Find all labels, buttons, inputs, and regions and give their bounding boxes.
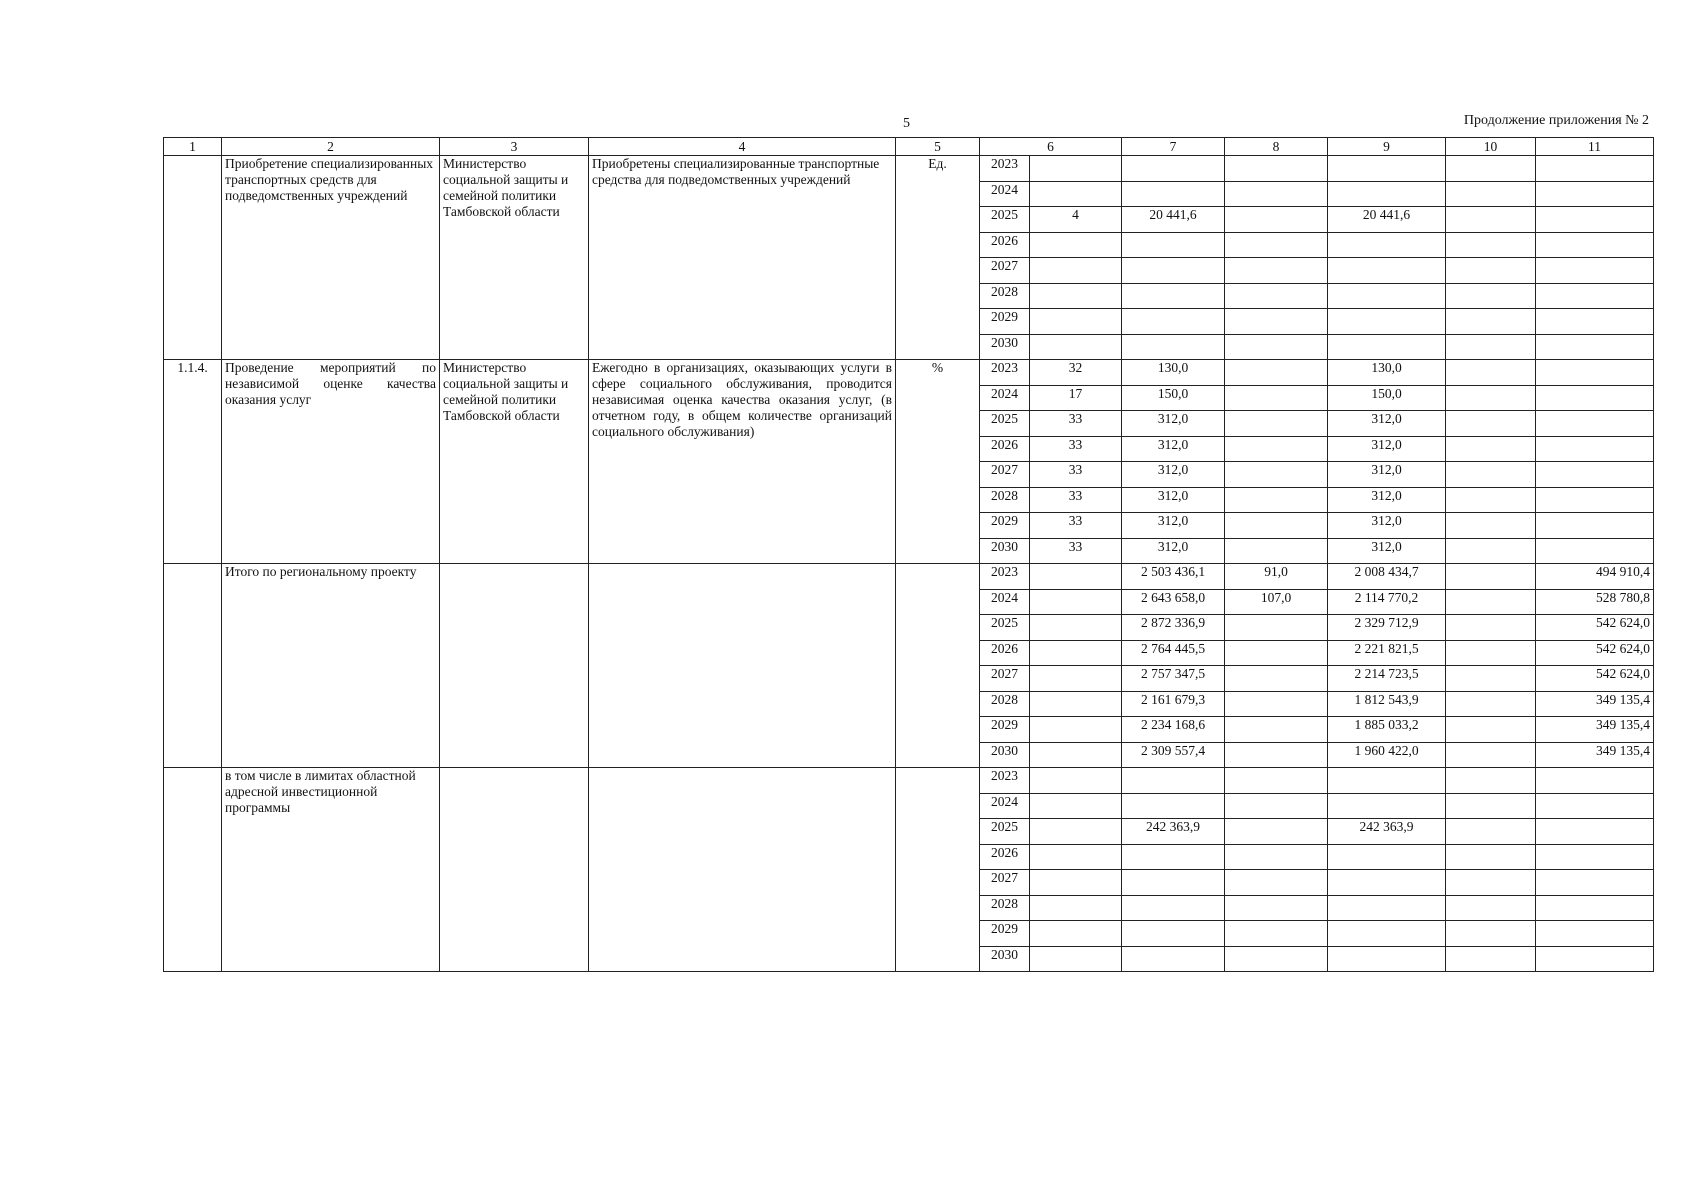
item-code-cell (164, 768, 222, 972)
other-amount-cell: 528 780,8 (1536, 589, 1654, 615)
year-cell: 2027 (980, 870, 1030, 896)
indicator-value-cell (1030, 589, 1122, 615)
other-amount-cell: 349 135,4 (1536, 717, 1654, 743)
year-cell: 2027 (980, 462, 1030, 488)
indicator-value-cell (1030, 819, 1122, 845)
regional-amount-cell: 312,0 (1328, 436, 1446, 462)
regional-amount-cell: 1 885 033,2 (1328, 717, 1446, 743)
indicator-value-cell (1030, 615, 1122, 641)
result-cell: Приобретены специализированные транспортные средства для подведомственных учреждений (589, 156, 896, 360)
indicator-value-cell (1030, 793, 1122, 819)
other-amount-cell (1536, 436, 1654, 462)
other-amount-cell (1536, 258, 1654, 284)
indicator-value-cell (1030, 921, 1122, 947)
year-cell: 2030 (980, 742, 1030, 768)
year-cell: 2026 (980, 640, 1030, 666)
regional-amount-cell (1328, 156, 1446, 182)
regional-amount-cell: 1 960 422,0 (1328, 742, 1446, 768)
federal-amount-cell (1225, 666, 1328, 692)
column-number-row (164, 138, 1654, 156)
other-amount-cell: 542 624,0 (1536, 640, 1654, 666)
table-row (164, 156, 1654, 182)
column-header: 3 (440, 138, 589, 156)
other-amount-cell (1536, 793, 1654, 819)
indicator-value-cell: 32 (1030, 360, 1122, 386)
regional-amount-cell: 312,0 (1328, 538, 1446, 564)
local-amount-cell (1446, 844, 1536, 870)
local-amount-cell (1446, 436, 1536, 462)
total-amount-cell: 2 643 658,0 (1122, 589, 1225, 615)
federal-amount-cell (1225, 717, 1328, 743)
other-amount-cell (1536, 411, 1654, 437)
column-header: 7 (1122, 138, 1225, 156)
indicator-value-cell (1030, 258, 1122, 284)
indicator-value-cell (1030, 232, 1122, 258)
other-amount-cell: 542 624,0 (1536, 666, 1654, 692)
total-amount-cell (1122, 156, 1225, 182)
local-amount-cell (1446, 385, 1536, 411)
indicator-value-cell: 17 (1030, 385, 1122, 411)
regional-amount-cell: 312,0 (1328, 411, 1446, 437)
other-amount-cell: 542 624,0 (1536, 615, 1654, 641)
item-code-cell (164, 564, 222, 768)
regional-amount-cell (1328, 232, 1446, 258)
total-amount-cell (1122, 309, 1225, 335)
column-header: 10 (1446, 138, 1536, 156)
appendix-table (163, 137, 1654, 972)
regional-amount-cell: 2 214 723,5 (1328, 666, 1446, 692)
local-amount-cell (1446, 742, 1536, 768)
federal-amount-cell (1225, 258, 1328, 284)
other-amount-cell (1536, 334, 1654, 360)
year-cell: 2030 (980, 538, 1030, 564)
local-amount-cell (1446, 589, 1536, 615)
federal-amount-cell (1225, 691, 1328, 717)
total-amount-cell (1122, 895, 1225, 921)
column-header: 2 (222, 138, 440, 156)
regional-amount-cell: 1 812 543,9 (1328, 691, 1446, 717)
regional-amount-cell (1328, 921, 1446, 947)
indicator-value-cell: 4 (1030, 207, 1122, 233)
total-amount-cell: 2 757 347,5 (1122, 666, 1225, 692)
total-amount-cell: 2 309 557,4 (1122, 742, 1225, 768)
indicator-value-cell: 33 (1030, 487, 1122, 513)
other-amount-cell (1536, 513, 1654, 539)
total-amount-cell: 2 764 445,5 (1122, 640, 1225, 666)
other-amount-cell (1536, 844, 1654, 870)
total-amount-cell (1122, 870, 1225, 896)
year-cell: 2027 (980, 666, 1030, 692)
item-name-cell: Итого по региональному проекту (222, 564, 440, 768)
local-amount-cell (1446, 360, 1536, 386)
local-amount-cell (1446, 411, 1536, 437)
local-amount-cell (1446, 946, 1536, 972)
local-amount-cell (1446, 564, 1536, 590)
regional-amount-cell (1328, 334, 1446, 360)
year-cell: 2025 (980, 411, 1030, 437)
federal-amount-cell (1225, 640, 1328, 666)
year-cell: 2024 (980, 385, 1030, 411)
total-amount-cell: 312,0 (1122, 436, 1225, 462)
regional-amount-cell (1328, 870, 1446, 896)
other-amount-cell (1536, 946, 1654, 972)
table-row (164, 768, 1654, 794)
indicator-value-cell (1030, 844, 1122, 870)
total-amount-cell: 312,0 (1122, 513, 1225, 539)
federal-amount-cell (1225, 921, 1328, 947)
federal-amount-cell (1225, 946, 1328, 972)
year-cell: 2025 (980, 615, 1030, 641)
federal-amount-cell (1225, 615, 1328, 641)
executor-cell (440, 564, 589, 768)
federal-amount-cell (1225, 309, 1328, 335)
column-header: 9 (1328, 138, 1446, 156)
indicator-value-cell (1030, 640, 1122, 666)
executor-cell: Министерство социальной защиты и семейной политики Тамбовской области (440, 156, 589, 360)
regional-amount-cell (1328, 793, 1446, 819)
item-code-cell (164, 156, 222, 360)
regional-amount-cell: 2 329 712,9 (1328, 615, 1446, 641)
other-amount-cell (1536, 232, 1654, 258)
total-amount-cell (1122, 768, 1225, 794)
year-cell: 2030 (980, 334, 1030, 360)
year-cell: 2024 (980, 589, 1030, 615)
year-cell: 2023 (980, 564, 1030, 590)
other-amount-cell (1536, 207, 1654, 233)
federal-amount-cell (1225, 870, 1328, 896)
total-amount-cell: 312,0 (1122, 411, 1225, 437)
indicator-value-cell (1030, 309, 1122, 335)
federal-amount-cell (1225, 385, 1328, 411)
other-amount-cell (1536, 538, 1654, 564)
year-cell: 2029 (980, 717, 1030, 743)
column-header: 5 (896, 138, 980, 156)
federal-amount-cell (1225, 411, 1328, 437)
appendix-continuation-label: Продолжение приложения № 2 (1463, 113, 1649, 128)
year-cell: 2030 (980, 946, 1030, 972)
indicator-value-cell (1030, 870, 1122, 896)
other-amount-cell (1536, 870, 1654, 896)
indicator-value-cell: 33 (1030, 411, 1122, 437)
total-amount-cell: 2 503 436,1 (1122, 564, 1225, 590)
local-amount-cell (1446, 666, 1536, 692)
other-amount-cell (1536, 360, 1654, 386)
federal-amount-cell (1225, 156, 1328, 182)
column-header: 1 (164, 138, 222, 156)
indicator-value-cell (1030, 181, 1122, 207)
local-amount-cell (1446, 819, 1536, 845)
regional-amount-cell (1328, 283, 1446, 309)
federal-amount-cell (1225, 207, 1328, 233)
year-cell: 2025 (980, 207, 1030, 233)
indicator-value-cell (1030, 156, 1122, 182)
year-cell: 2024 (980, 181, 1030, 207)
page-number: 5 (903, 116, 910, 131)
total-amount-cell (1122, 844, 1225, 870)
local-amount-cell (1446, 640, 1536, 666)
year-cell: 2024 (980, 793, 1030, 819)
local-amount-cell (1446, 717, 1536, 743)
total-amount-cell: 150,0 (1122, 385, 1225, 411)
total-amount-cell: 312,0 (1122, 462, 1225, 488)
executor-cell: Министерство социальной защиты и семейной политики Тамбовской области (440, 360, 589, 564)
total-amount-cell: 242 363,9 (1122, 819, 1225, 845)
regional-amount-cell: 312,0 (1328, 462, 1446, 488)
year-cell: 2029 (980, 513, 1030, 539)
indicator-value-cell (1030, 691, 1122, 717)
total-amount-cell: 312,0 (1122, 538, 1225, 564)
total-amount-cell: 2 872 336,9 (1122, 615, 1225, 641)
year-cell: 2023 (980, 768, 1030, 794)
local-amount-cell (1446, 487, 1536, 513)
unit-cell: Ед. (896, 156, 980, 360)
year-cell: 2029 (980, 309, 1030, 335)
other-amount-cell: 349 135,4 (1536, 742, 1654, 768)
total-amount-cell: 130,0 (1122, 360, 1225, 386)
local-amount-cell (1446, 513, 1536, 539)
local-amount-cell (1446, 309, 1536, 335)
local-amount-cell (1446, 334, 1536, 360)
local-amount-cell (1446, 181, 1536, 207)
year-cell: 2028 (980, 487, 1030, 513)
local-amount-cell (1446, 870, 1536, 896)
indicator-value-cell (1030, 564, 1122, 590)
local-amount-cell (1446, 283, 1536, 309)
item-name-cell: Приобретение специализированных транспортных средств для подведомственных учреждений (222, 156, 440, 360)
federal-amount-cell (1225, 436, 1328, 462)
total-amount-cell: 2 234 168,6 (1122, 717, 1225, 743)
item-name-cell: в том числе в лимитах областной адресной инвестиционной программы (222, 768, 440, 972)
year-cell: 2026 (980, 844, 1030, 870)
federal-amount-cell: 107,0 (1225, 589, 1328, 615)
year-cell: 2026 (980, 232, 1030, 258)
federal-amount-cell (1225, 538, 1328, 564)
other-amount-cell: 349 135,4 (1536, 691, 1654, 717)
other-amount-cell: 494 910,4 (1536, 564, 1654, 590)
regional-amount-cell (1328, 768, 1446, 794)
federal-amount-cell (1225, 793, 1328, 819)
indicator-value-cell (1030, 717, 1122, 743)
local-amount-cell (1446, 462, 1536, 488)
column-header: 8 (1225, 138, 1328, 156)
local-amount-cell (1446, 538, 1536, 564)
indicator-value-cell (1030, 895, 1122, 921)
regional-amount-cell: 2 221 821,5 (1328, 640, 1446, 666)
regional-amount-cell (1328, 844, 1446, 870)
indicator-value-cell: 33 (1030, 436, 1122, 462)
total-amount-cell (1122, 258, 1225, 284)
indicator-value-cell (1030, 334, 1122, 360)
federal-amount-cell (1225, 462, 1328, 488)
indicator-value-cell (1030, 768, 1122, 794)
other-amount-cell (1536, 309, 1654, 335)
indicator-value-cell (1030, 666, 1122, 692)
year-cell: 2025 (980, 819, 1030, 845)
other-amount-cell (1536, 487, 1654, 513)
federal-amount-cell (1225, 895, 1328, 921)
total-amount-cell: 312,0 (1122, 487, 1225, 513)
result-cell (589, 564, 896, 768)
table-row (164, 564, 1654, 590)
table-row (164, 360, 1654, 386)
regional-amount-cell (1328, 946, 1446, 972)
local-amount-cell (1446, 895, 1536, 921)
regional-amount-cell (1328, 181, 1446, 207)
other-amount-cell (1536, 181, 1654, 207)
year-cell: 2023 (980, 156, 1030, 182)
local-amount-cell (1446, 793, 1536, 819)
total-amount-cell (1122, 334, 1225, 360)
year-cell: 2028 (980, 691, 1030, 717)
other-amount-cell (1536, 462, 1654, 488)
indicator-value-cell: 33 (1030, 513, 1122, 539)
federal-amount-cell (1225, 819, 1328, 845)
year-cell: 2028 (980, 283, 1030, 309)
year-cell: 2027 (980, 258, 1030, 284)
local-amount-cell (1446, 207, 1536, 233)
local-amount-cell (1446, 691, 1536, 717)
total-amount-cell (1122, 921, 1225, 947)
regional-amount-cell: 312,0 (1328, 487, 1446, 513)
indicator-value-cell: 33 (1030, 462, 1122, 488)
result-cell: Ежегодно в организациях, оказывающих услуги в сфере социального обслуживания, проводится независимая оценка качества оказания услуг, (в отчетном году, в общем количестве организаций социального обслуживания) (589, 360, 896, 564)
other-amount-cell (1536, 819, 1654, 845)
federal-amount-cell (1225, 283, 1328, 309)
other-amount-cell (1536, 385, 1654, 411)
local-amount-cell (1446, 768, 1536, 794)
unit-cell (896, 768, 980, 972)
indicator-value-cell (1030, 946, 1122, 972)
federal-amount-cell (1225, 513, 1328, 539)
indicator-value-cell (1030, 283, 1122, 309)
result-cell (589, 768, 896, 972)
other-amount-cell (1536, 156, 1654, 182)
year-cell: 2023 (980, 360, 1030, 386)
total-amount-cell (1122, 793, 1225, 819)
total-amount-cell (1122, 283, 1225, 309)
regional-amount-cell: 242 363,9 (1328, 819, 1446, 845)
local-amount-cell (1446, 615, 1536, 641)
regional-amount-cell (1328, 258, 1446, 284)
total-amount-cell (1122, 232, 1225, 258)
federal-amount-cell (1225, 487, 1328, 513)
local-amount-cell (1446, 156, 1536, 182)
local-amount-cell (1446, 921, 1536, 947)
federal-amount-cell (1225, 742, 1328, 768)
regional-amount-cell (1328, 895, 1446, 921)
unit-cell: % (896, 360, 980, 564)
other-amount-cell (1536, 768, 1654, 794)
indicator-value-cell (1030, 742, 1122, 768)
column-header: 6 (980, 138, 1122, 156)
total-amount-cell: 20 441,6 (1122, 207, 1225, 233)
federal-amount-cell (1225, 232, 1328, 258)
federal-amount-cell (1225, 360, 1328, 386)
federal-amount-cell (1225, 768, 1328, 794)
item-code-cell: 1.1.4. (164, 360, 222, 564)
column-header: 4 (589, 138, 896, 156)
regional-amount-cell: 150,0 (1328, 385, 1446, 411)
other-amount-cell (1536, 895, 1654, 921)
year-cell: 2026 (980, 436, 1030, 462)
federal-amount-cell (1225, 844, 1328, 870)
total-amount-cell (1122, 181, 1225, 207)
year-cell: 2029 (980, 921, 1030, 947)
regional-amount-cell: 312,0 (1328, 513, 1446, 539)
regional-amount-cell (1328, 309, 1446, 335)
other-amount-cell (1536, 921, 1654, 947)
column-header: 11 (1536, 138, 1654, 156)
local-amount-cell (1446, 232, 1536, 258)
total-amount-cell (1122, 946, 1225, 972)
year-cell: 2028 (980, 895, 1030, 921)
unit-cell (896, 564, 980, 768)
regional-amount-cell: 2 008 434,7 (1328, 564, 1446, 590)
item-name-cell: Проведение мероприятий по независимой оценке качества оказания услуг (222, 360, 440, 564)
total-amount-cell: 2 161 679,3 (1122, 691, 1225, 717)
executor-cell (440, 768, 589, 972)
other-amount-cell (1536, 283, 1654, 309)
local-amount-cell (1446, 258, 1536, 284)
federal-amount-cell (1225, 181, 1328, 207)
regional-amount-cell: 2 114 770,2 (1328, 589, 1446, 615)
federal-amount-cell (1225, 334, 1328, 360)
regional-amount-cell: 130,0 (1328, 360, 1446, 386)
indicator-value-cell: 33 (1030, 538, 1122, 564)
federal-amount-cell: 91,0 (1225, 564, 1328, 590)
regional-amount-cell: 20 441,6 (1328, 207, 1446, 233)
